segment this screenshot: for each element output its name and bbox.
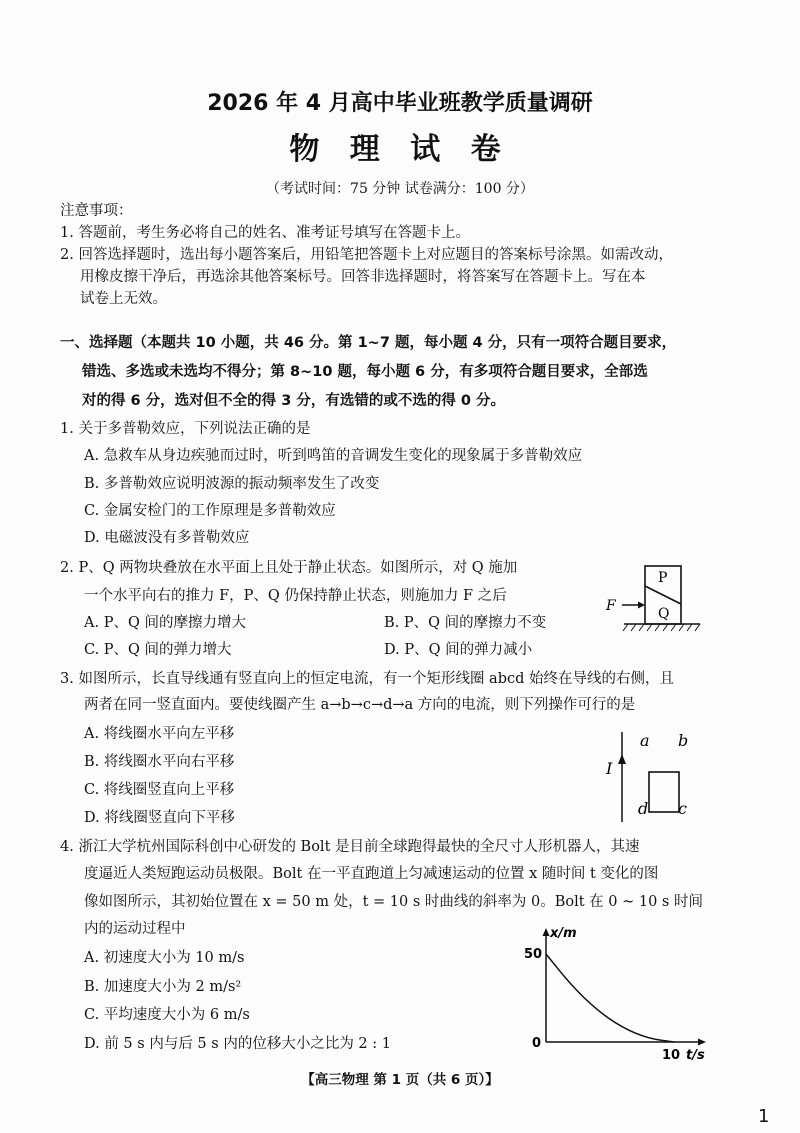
q3-stem-line-2: 两者在同一竖直面内。要使线圈产生 a→b→c→d→a 方向的电流，则下列操作可行的是 [84, 697, 636, 713]
q3-option-c: C. 将线圈竖直向上平移 [84, 782, 235, 798]
section1-line-1: 一、选择题（本题共 10 小题，共 46 分。第 1~7 题，每小题 4 分，只有一项符合题目要求， [60, 335, 677, 351]
q3-option-a: A. 将线圈水平向左平移 [84, 726, 235, 742]
section1-line-3: 对的得 6 分，选对但不全的得 3 分，有选错的或不选的得 0 分。 [82, 393, 506, 409]
coil-c-label: c [678, 799, 687, 818]
q4-option-c: C. 平均速度大小为 6 m/s [84, 1007, 250, 1023]
q1-option-b: B. 多普勒效应说明波源的振动频率发生了改变 [84, 476, 380, 492]
current-i-label: I [606, 759, 613, 778]
origin-tick-label: 0 [532, 1036, 542, 1051]
note-item-1: 1. 答题前，考生务必将自己的姓名、准考证号填写在答题卡上。 [60, 225, 470, 241]
q4-option-a: A. 初速度大小为 10 m/s [84, 950, 245, 966]
q3-option-d: D. 将线圈竖直向下平移 [84, 810, 235, 826]
force-arrow-head [638, 602, 645, 609]
block-p-label: P [658, 570, 668, 586]
coil-b-label: b [678, 731, 689, 750]
position-time-curve [546, 954, 674, 1042]
q1-option-c: C. 金属安检门的工作原理是多普勒效应 [84, 503, 336, 519]
q1-option-d: D. 电磁波没有多普勒效应 [84, 530, 250, 546]
q2-stem-line-2: 一个水平向右的推力 F，P、Q 仍保持静止状态，则施加力 F 之后 [84, 588, 507, 604]
note-item-2-line-2: 用橡皮擦干净后，再选涂其他答案标号。回答非选择题时，将答案写在答题卡上。写在本 [80, 269, 646, 285]
q4-stem-line-2: 度逼近人类短跑运动员极限。Bolt 在一平直跑道上匀减速运动的位置 x 随时间 t 变化的图 [84, 866, 659, 882]
q3-stem-line-1: 3. 如图所示，长直导线通有竖直向上的恒定电流，有一个矩形线圈 abcd 始终在导线的右侧，且 [60, 671, 674, 687]
q3-option-b: B. 将线圈水平向右平移 [84, 754, 235, 770]
note-item-2-line-3: 试卷上无效。 [80, 291, 167, 307]
q4-option-b: B. 加速度大小为 2 m/s² [84, 979, 242, 995]
exam-title: 2026 年 4 月高中毕业班教学质量调研 [207, 91, 593, 116]
y-axis-label: x/m [550, 926, 577, 941]
rectangular-coil [649, 772, 679, 812]
q1-option-a: A. 急救车从身边疾驰而过时，听到鸣笛的音调发生变化的现象属于多普勒效应 [84, 448, 583, 464]
x-tick-label-50: 50 [524, 947, 543, 962]
x-axis-label: t/s [686, 1048, 705, 1063]
pq-contact-line [645, 586, 681, 604]
t-axis-arrow [698, 1039, 706, 1046]
q2-option-d: D. P、Q 间的弹力减小 [384, 642, 533, 658]
q2-option-b: B. P、Q 间的摩擦力不变 [384, 615, 547, 631]
q4-stem-line-1: 4. 浙江大学杭州国际科创中心研发的 Bolt 是目前全球跑得最快的全尺寸人形机器人，其速 [60, 839, 640, 855]
section1-line-2: 错选、多选或未选均不得分；第 8~10 题，每小题 6 分，有多项符合题目要求，全部选 [82, 364, 648, 380]
q4-xt-graph [520, 920, 720, 1065]
coil-d-label: d [638, 799, 649, 818]
x-axis-arrow [543, 928, 550, 936]
q4-option-d: D. 前 5 s 内与后 5 s 内的位移大小之比为 2 : 1 [84, 1036, 391, 1052]
t-tick-label-10: 10 [662, 1048, 681, 1063]
q1-stem: 1. 关于多普勒效应，下列说法正确的是 [60, 421, 311, 437]
block-q-label: Q [658, 606, 670, 622]
ground-hatching [623, 624, 700, 631]
notes-heading: 注意事项： [60, 203, 133, 219]
q2-option-a: A. P、Q 间的摩擦力增大 [84, 615, 246, 631]
subject-title: 物 理 试 卷 [289, 132, 511, 167]
note-item-2-line-1: 2. 回答选择题时，选出每小题答案后，用铅笔把答题卡上对应题目的答案标号涂黑。如需改动， [60, 247, 673, 263]
exam-info: （考试时间：75 分钟 试卷满分：100 分） [266, 181, 534, 197]
coil-a-label: a [640, 731, 650, 750]
q2-block-figure [600, 562, 710, 642]
q4-stem-line-4: 内的运动过程中 [84, 921, 186, 937]
q2-stem-line-1: 2. P、Q 两物块叠放在水平面上且处于静止状态。如图所示，对 Q 施加 [60, 560, 518, 576]
q3-wire-coil-figure [600, 728, 710, 824]
current-arrow [618, 754, 626, 764]
force-f-label: F [606, 598, 616, 614]
page-number: 1 [758, 1106, 770, 1127]
q2-option-c: C. P、Q 间的弹力增大 [84, 642, 232, 658]
q4-stem-line-3: 像如图所示，其初始位置在 x = 50 m 处，t = 10 s 时曲线的斜率为 0。Bolt 在 0 ~ 10 s 时间 [84, 894, 703, 910]
page-footer: 【高三物理 第 1 页（共 6 页）】 [301, 1072, 499, 1088]
